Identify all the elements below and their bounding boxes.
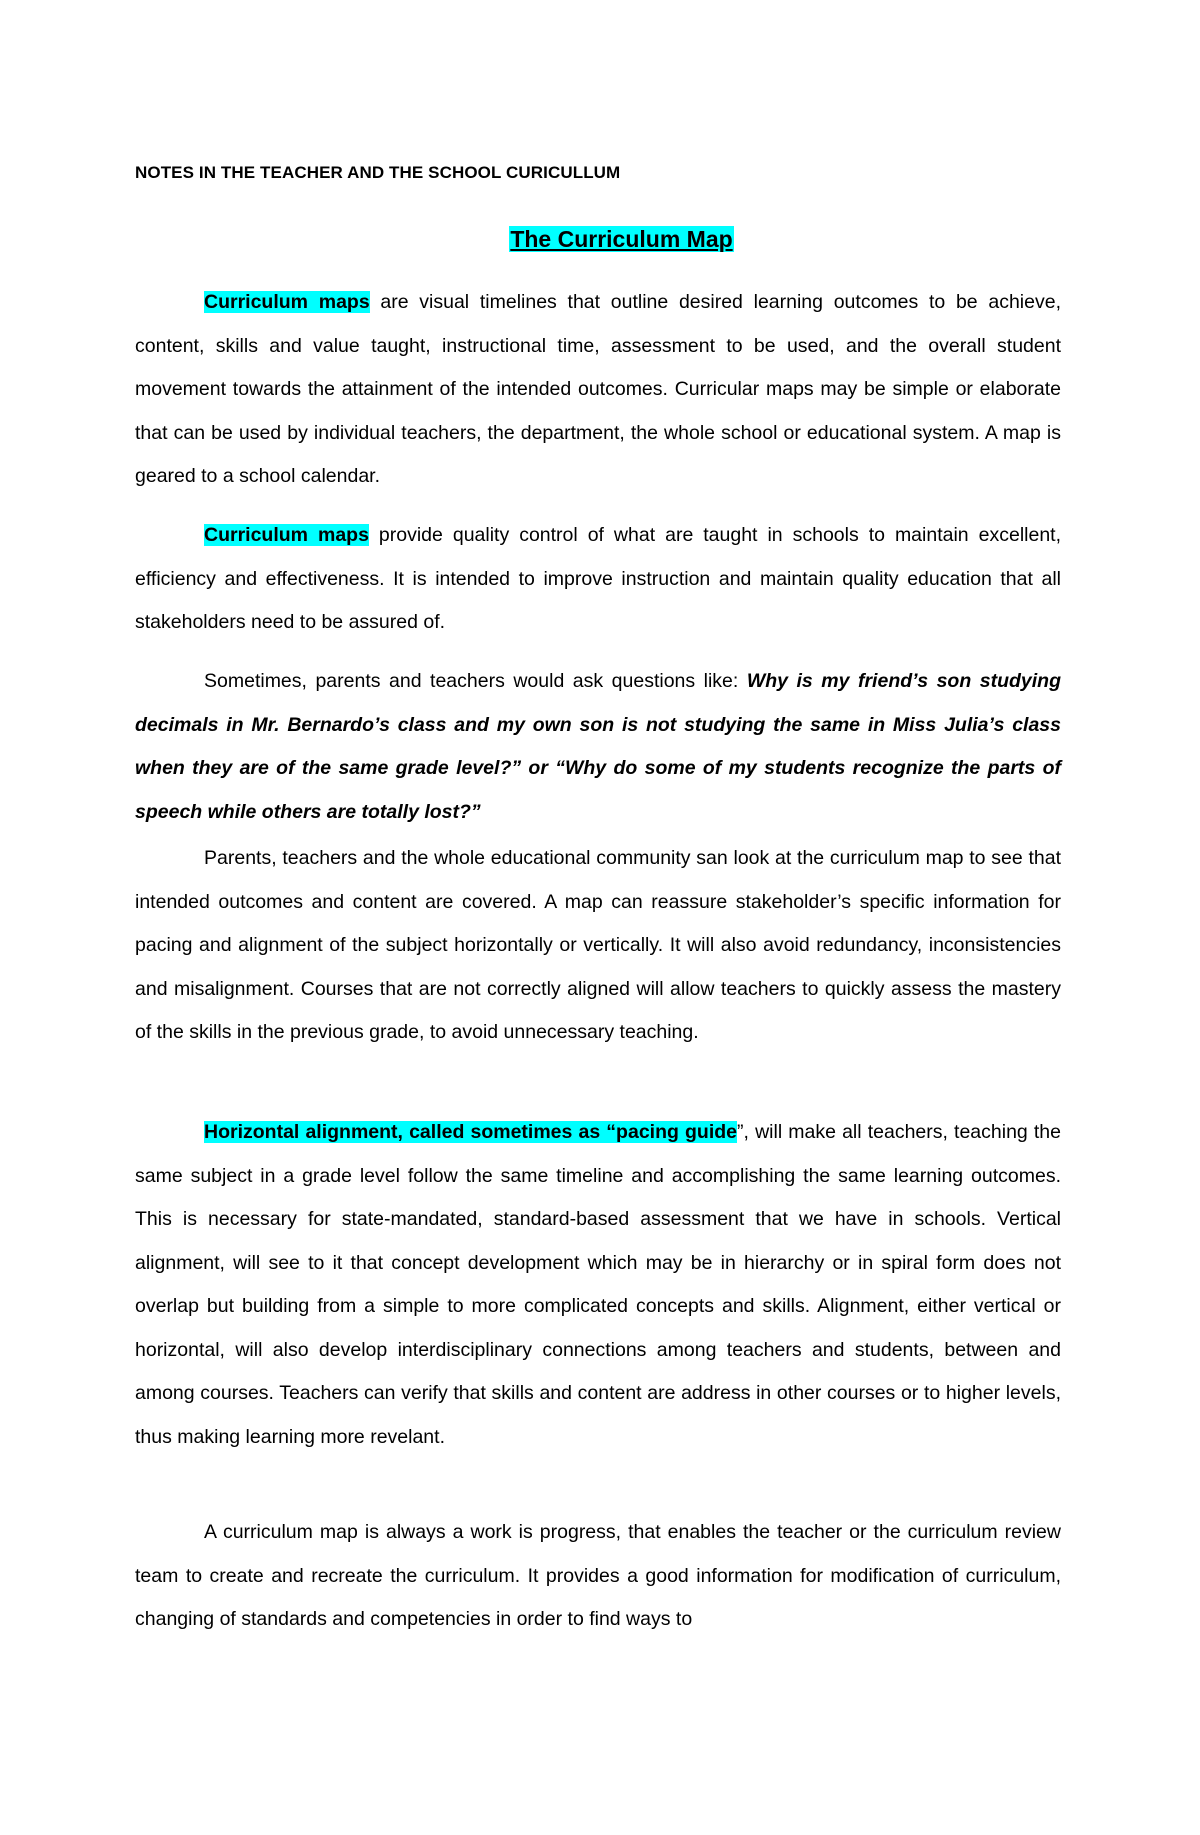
highlighted-term: Curriculum maps xyxy=(204,291,370,313)
paragraph-work-in-progress xyxy=(135,1511,1061,1642)
paragraph-text: ”, will make all teachers, teaching the same subject in a grade level follow the same timeline and accomplishing the same learning outcomes. This is necessary for state-mandated, standard-based assessment that we have in schools. Vertical alignment, will see to it that concept development which may be in hierarchy or in spiral form does not overlap but building from a simple to more complicated concepts and skills. Alignment, either vertical or horizontal, will also develop interdisciplinary connections among teachers and students, between and among courses. Teachers can verify that skills and content are address in other courses or to higher levels, thus making learning more revelant. xyxy=(135,1121,1061,1448)
paragraph-text: A curriculum map is always a work is progress, that enables the teacher or the curriculum review team to create and recreate the curriculum. It provides a good information for modification of curriculum, changing of standards and competencies in order to find ways to xyxy=(135,1521,1061,1630)
title-text: The Curriculum Map xyxy=(510,226,733,252)
highlighted-term: Horizontal alignment, called sometimes as “pacing guide xyxy=(204,1121,738,1143)
paragraph-alignment xyxy=(135,1111,1061,1459)
quoted-questions: Why is my friend’s son studying decimals in Mr. Bernardo’s class and my own son is not studying the same in Miss Julia’s class when they are of the same grade level?” or “Why do some of my students recognize the parts of speech while others are totally lost?” xyxy=(135,670,1061,823)
highlighted-term: Curriculum maps xyxy=(204,524,369,546)
document-header: NOTES IN THE TEACHER AND THE SCHOOL CURICULLUM xyxy=(135,163,621,182)
paragraph-text: Sometimes, parents and teachers would ask questions like: xyxy=(204,670,747,692)
paragraph-quality-control xyxy=(135,514,1061,645)
paragraph-text: Parents, teachers and the whole educational community san look at the curriculum map to see that intended outcomes and content are covered. A map can reassure stakeholder’s specific information for pacing and alignment of the subject horizontally or vertically. It will also avoid redundancy, inconsistencies and misalignment. Courses that are not correctly aligned will allow teachers to quickly assess the mastery of the skills in the previous grade, to avoid unnecessary teaching. xyxy=(135,847,1061,1043)
document-title xyxy=(0,226,1200,253)
paragraph-parent-questions xyxy=(135,660,1061,834)
paragraph-curriculum-maps-definition xyxy=(135,281,1061,499)
paragraph-text: are visual timelines that outline desired learning outcomes to be achieve, content, skills and value taught, instructional time, assessment to be used, and the overall student movement towards the attainment of the intended outcomes. Curricular maps may be simple or elaborate that can be used by individual teachers, the department, the whole school or educational system. A map is geared to a school calendar. xyxy=(135,291,1061,487)
paragraph-stakeholders xyxy=(135,837,1061,1055)
paragraph-text: provide quality control of what are taught in schools to maintain excellent, efficiency and effectiveness. It is intended to improve instruction and maintain quality education that all stakeholders need to be assured of. xyxy=(135,524,1062,633)
